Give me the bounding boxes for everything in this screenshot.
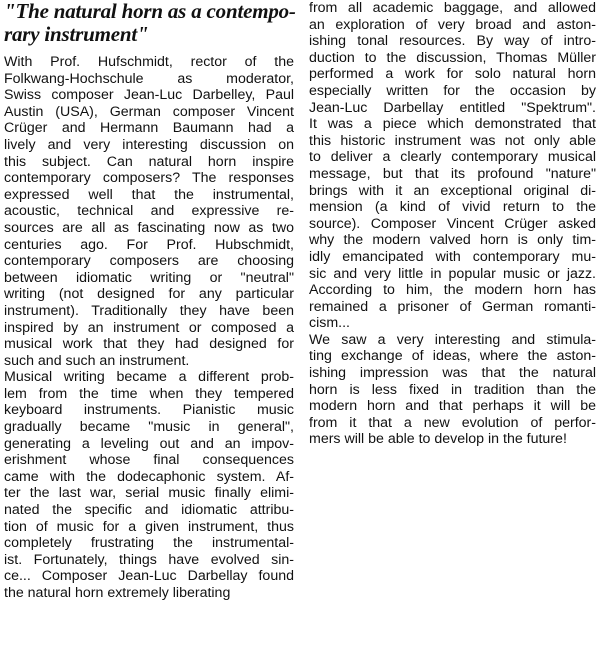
text-line: Jean-Luc Darbellay entitled "Spektrum". <box>309 99 596 116</box>
text-line: cism... <box>309 315 350 332</box>
left-column-body <box>4 54 294 602</box>
text-line: to deliver a clearly contemporary musical <box>309 149 596 166</box>
text-line: Musical writing became a different prob- <box>4 369 294 386</box>
paragraph <box>309 332 596 448</box>
text-line: source). Composer Vincent Crüger asked <box>309 215 596 232</box>
text-line: duction to the discussion, Thomas Müller <box>309 49 596 66</box>
paragraph <box>4 369 294 601</box>
text-line: such and such an instrument. <box>4 352 190 369</box>
text-line: expressed well that the instrumental, <box>4 186 294 203</box>
text-line: horn is less fixed in tradition than the <box>309 381 596 398</box>
text-line: inspired by an instrument or composed a <box>4 319 294 336</box>
text-line: With Prof. Hufschmidt, rector of the <box>4 54 294 70</box>
text-line: modern horn and that perhaps it will be <box>309 398 596 415</box>
text-line: contemporary composers are choosing <box>4 253 294 270</box>
text-line: sources are all as fascinating now as two <box>4 219 294 236</box>
text-line: why the modern valved horn is only tim- <box>309 232 596 249</box>
text-line: lem from the time when they tempered <box>4 385 294 402</box>
text-line: We saw a very interesting and stimula- <box>309 331 596 348</box>
text-line: this subject. Can natural horn inspire <box>4 153 294 170</box>
left-column <box>4 0 294 602</box>
text-line: this historic instrument was not only able <box>309 132 596 149</box>
text-line: lively and very interesting discussion on <box>4 136 294 153</box>
text-line: ce... Composer Jean-Luc Darbellay found <box>4 568 294 585</box>
text-line: ishing impression was that the natural <box>309 365 596 382</box>
text-line: instrument). Traditionally they have been <box>4 302 294 319</box>
text-line: the natural horn extremely liberating <box>4 585 231 601</box>
paragraph <box>309 0 596 332</box>
text-line: ist. Fortunately, things have evolved sin- <box>4 551 294 568</box>
text-line: brings with it an exceptional original di- <box>309 182 596 199</box>
text-line: completely frustrating the instrumental- <box>4 535 294 552</box>
text-line: keyboard instruments. Pianistic music <box>4 402 294 419</box>
text-line: acoustic, technical and expressive re- <box>4 203 294 220</box>
text-line: ishing tonal resources. By way of intro- <box>309 33 596 50</box>
text-line: came with the dodecaphonic system. Af- <box>4 468 294 485</box>
text-line: generating a leveling out and an impov- <box>4 435 294 452</box>
text-line: from all academic baggage, and allowed <box>309 0 596 16</box>
text-line: tion of music for a given instrument, thus <box>4 518 294 535</box>
title-line: rary instrument" <box>4 22 149 46</box>
text-line: According to him, the modern horn has <box>309 282 596 299</box>
text-line: especially written for the occasion by <box>309 82 596 99</box>
paragraph <box>4 54 294 369</box>
text-line: erishment whose final consequences <box>4 452 294 469</box>
right-column-body <box>309 0 596 448</box>
text-line: Austin (USA), German composer Vincent <box>4 103 294 120</box>
text-line: centuries ago. For Prof. Hubschmidt, <box>4 236 294 253</box>
text-line: It was a piece which demonstrated that <box>309 116 596 133</box>
text-line: sic and very little in popular music or jazz. <box>309 265 596 282</box>
text-line: contemporary composers? The responses <box>4 170 294 187</box>
text-line: Crüger and Hermann Baumann had a <box>4 120 294 137</box>
text-line: mension (a kind of vivid return to the <box>309 199 596 216</box>
text-line: from it that a new evolution of perfor- <box>309 414 596 431</box>
text-line: remained a prisoner of German romanti- <box>309 298 596 315</box>
text-line: message, but that its profound "nature" <box>309 165 596 182</box>
title-line: "The natural horn as a contempo- <box>4 0 296 23</box>
text-line: musical work that they had designed for <box>4 336 294 353</box>
text-line: Folkwang-Hochschule as moderator, <box>4 70 294 87</box>
text-line: performed a work for solo natural horn <box>309 66 596 83</box>
text-line: an exploration of very broad and aston- <box>309 16 596 33</box>
text-line: ting exchange of ideas, where the aston- <box>309 348 596 365</box>
text-line: idly emancipated with contemporary mu- <box>309 248 596 265</box>
text-line: nated the specific and idiomatic attribu- <box>4 502 294 519</box>
text-line: ter the last war, serial music finally elimi- <box>4 485 294 502</box>
text-line: mers will be able to develop in the future! <box>309 431 567 448</box>
text-line: between idiomatic writing or "neutral" <box>4 269 294 286</box>
text-line: Swiss composer Jean-Luc Darbelley, Paul <box>4 87 294 104</box>
text-line: writing (not designed for any particular <box>4 286 294 303</box>
article-title <box>4 0 294 46</box>
right-column <box>309 0 596 448</box>
text-line: gradually became "music in general", <box>4 419 294 436</box>
